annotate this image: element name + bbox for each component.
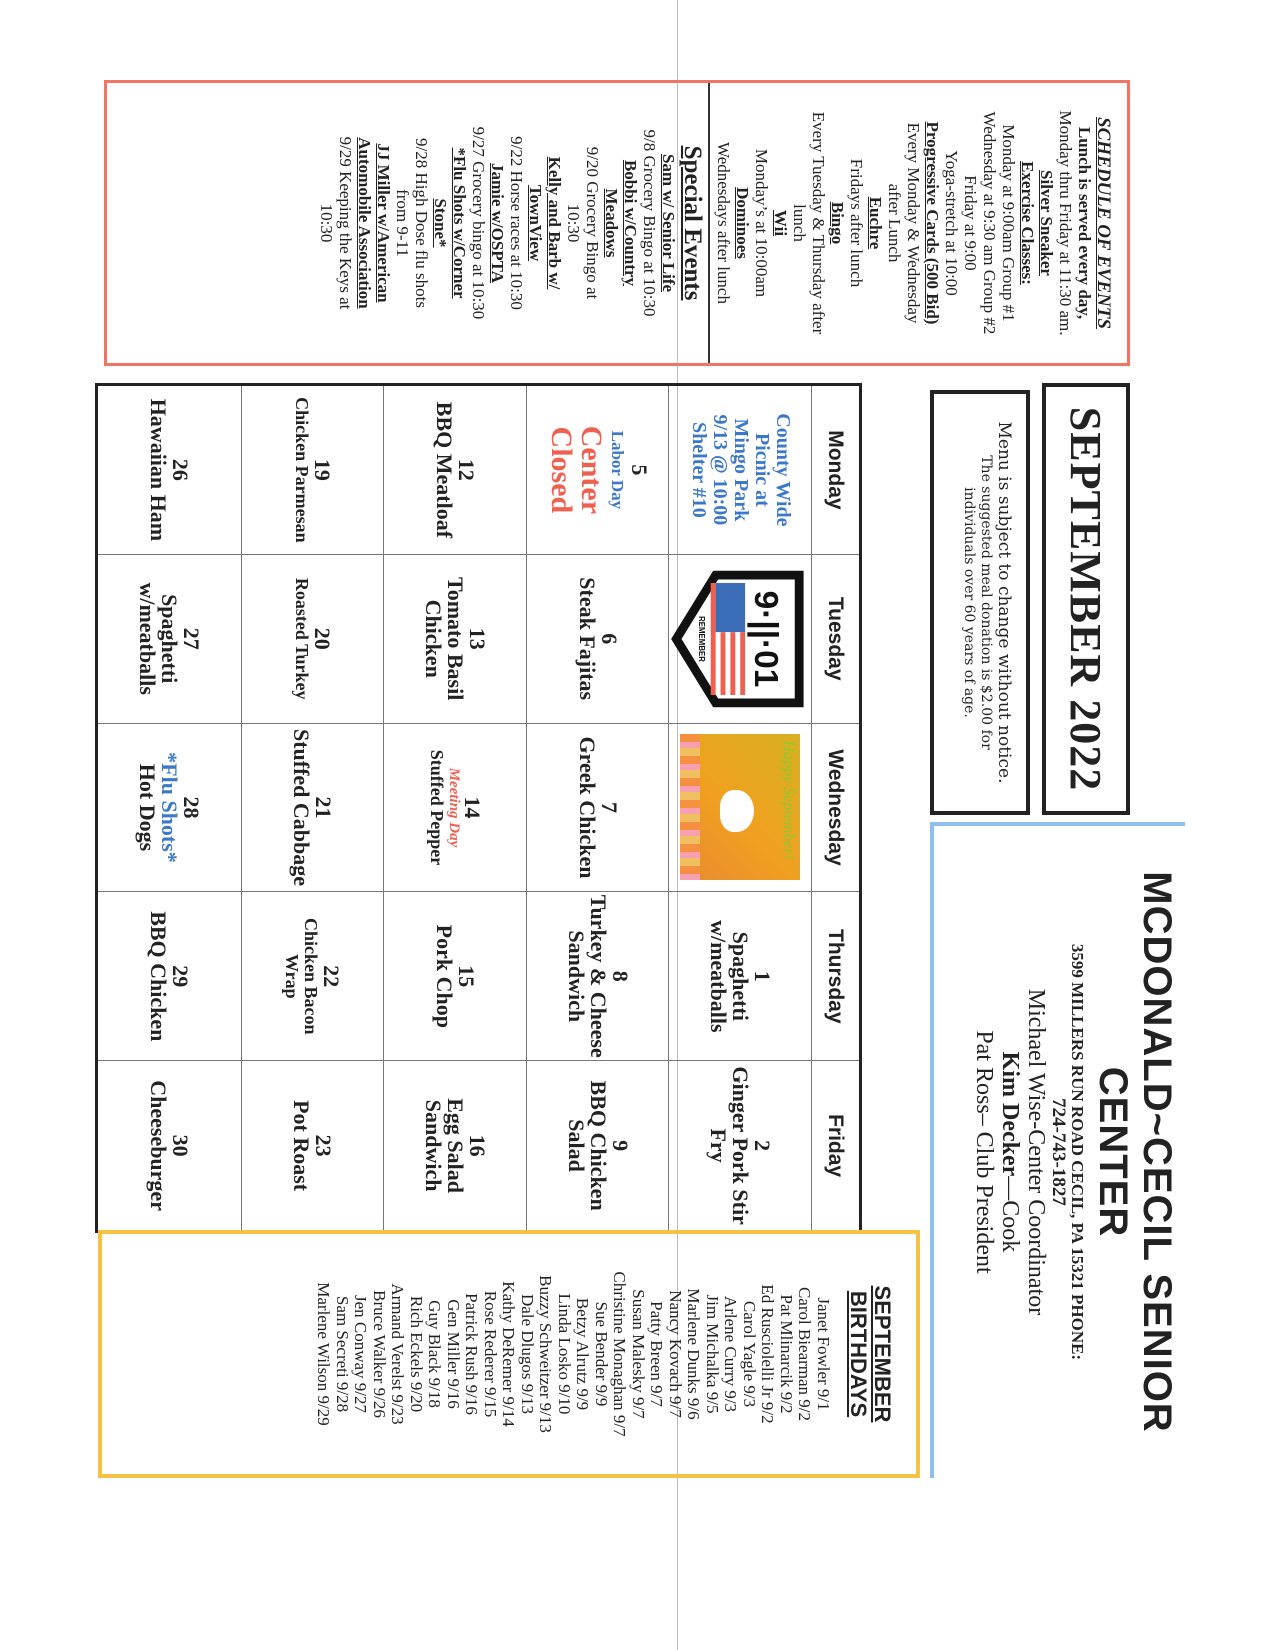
calendar-day-8 — [526, 892, 669, 1061]
birthday-item: Arlene Curry 9/3 — [721, 1295, 741, 1413]
event-host: Meadows — [602, 188, 621, 258]
event-host: Jamie w/OSPTA — [488, 162, 507, 284]
meal: Stuffed Pepper — [427, 749, 448, 866]
center-info-box — [930, 822, 1185, 1478]
happy-september-text: Happy September! — [780, 740, 798, 860]
birthday-item: Carol Yagle 9/3 — [740, 1300, 759, 1408]
menu-note-box — [930, 390, 1030, 815]
calendar-day-29 — [98, 892, 241, 1061]
exercise-line: Wednesday at 9:30 am Group #2 — [980, 111, 999, 335]
day-number: 8 — [607, 970, 633, 982]
month-title: SEPTEMBER 2022 — [1061, 406, 1111, 792]
meal: Steak Fajitas — [574, 577, 600, 701]
calendar-day-1 — [668, 892, 811, 1061]
event-details: 9/28 High Dose flu shots — [412, 138, 431, 308]
birthday-item: Janet Fowler 9/1 — [814, 1297, 833, 1411]
day-number: 9 — [607, 1140, 633, 1152]
event-details: 9/29 Keeping the Keys at — [336, 136, 355, 310]
event-item — [564, 89, 640, 357]
meal: Cheeseburger — [146, 1080, 172, 1211]
birthday-item: Armand Verelst 9/23 — [388, 1283, 408, 1425]
calendar-day-22 — [241, 892, 384, 1061]
progressive-line: after Lunch — [885, 183, 904, 263]
day-number: 21 — [311, 796, 337, 819]
remember-911-icon — [671, 564, 809, 714]
event-item — [317, 89, 393, 357]
birthday-item: Jen Conway 9/27 — [351, 1294, 371, 1414]
day-number: 7 — [596, 801, 622, 813]
weekday-header: Wednesday — [811, 724, 859, 893]
day-number: 6 — [596, 633, 622, 645]
meal: Roasted Turkey — [291, 577, 312, 700]
day-number: 12 — [454, 458, 480, 481]
event-host: *Flu Shots w/Corner — [450, 147, 469, 299]
picnic-line: Picnic at — [750, 432, 773, 507]
birthday-item: Susan Malesky 9/7 — [629, 1289, 648, 1419]
day-number: 20 — [309, 627, 335, 650]
meeting-day-label: Meeting Day — [446, 767, 463, 848]
event-host: Stone* — [431, 198, 450, 248]
schedule-of-events — [104, 80, 1130, 366]
event-host: Sam w/ Senior Life — [659, 153, 678, 293]
menu-note-line: individuals over 60 years of age. — [961, 487, 977, 718]
lunch-time: Monday thru Friday at 11:30 am. — [1056, 110, 1075, 336]
meal: Hot Dogs — [135, 763, 161, 852]
birthday-item: Marlene Wilson 9/29 — [314, 1282, 334, 1426]
day-number: 2 — [750, 1140, 776, 1152]
dominoes-title: Dominoes — [733, 187, 752, 259]
calendar-cell-happy-september — [668, 724, 811, 893]
picnic-line: Shelter #10 — [687, 422, 710, 518]
euchre-title: Euchre — [866, 196, 885, 250]
wii-title: Wii — [771, 209, 790, 237]
birthdays-heading: BIRTHDAYS — [846, 1290, 871, 1418]
birthday-item: Rose Rederer 9/15 — [481, 1290, 500, 1418]
birthday-item: Carol Biearman 9/2 — [795, 1286, 815, 1422]
event-details: 9/22 Horse races at 10:30 — [507, 136, 526, 310]
birthday-item: Bruce Walker 9/26 — [370, 1290, 389, 1418]
meal: Chicken Bacon Wrap — [282, 918, 322, 1035]
calendar-day-28 — [98, 724, 241, 893]
weekday-header: Tuesday — [811, 555, 859, 724]
weekday-header: Thursday — [811, 892, 859, 1061]
event-item — [393, 89, 469, 357]
event-host: TownView — [526, 184, 545, 262]
birthday-item: Patty Breen 9/7 — [647, 1301, 667, 1407]
calendar-day-26 — [98, 386, 241, 555]
calendar-cell-picnic — [668, 386, 811, 555]
staff-line — [1023, 826, 1049, 1478]
holiday-label: Labor Day — [607, 430, 627, 510]
calendar-day-20 — [241, 555, 384, 724]
event-details: from 9-11 — [393, 189, 412, 257]
meal: Tomato Basil Chicken — [421, 577, 469, 701]
menu-note-line: The suggested meal donation is $2.00 for — [978, 455, 994, 750]
event-details: 9/20 Grocery Bingo at — [583, 146, 602, 300]
event-item — [640, 89, 678, 357]
birthday-item: Kathy DeRemer 9/14 — [499, 1281, 519, 1427]
exercise-line: Monday at 9:00am Group #1 — [999, 124, 1018, 322]
birthday-list — [314, 1234, 832, 1474]
event-item — [507, 89, 564, 357]
event-host: Automobile Association — [355, 137, 374, 309]
event-details: 9/8 Grocery Bingo at 10:30 — [640, 129, 659, 317]
meal: BBQ Chicken — [146, 911, 172, 1042]
day-number: 19 — [309, 458, 335, 481]
meal: Pot Roast — [289, 1100, 315, 1192]
exercise-classes-title: Exercise Classes: — [1018, 161, 1037, 285]
birthday-item: Ed Rusciolelli Jr 9/2 — [758, 1284, 778, 1424]
birthday-item: Sue Bender 9/9 — [592, 1301, 611, 1407]
center-name: CENTER — [1091, 1066, 1135, 1238]
calendar-day-16 — [383, 1061, 526, 1230]
birthday-item: Gen Miller 9/16 — [444, 1299, 463, 1409]
day-number: 15 — [454, 965, 480, 988]
meal: Pork Chop — [432, 924, 458, 1028]
event-details: 9/27 Grocery bingo at 10:30 — [469, 126, 488, 320]
meal: BBQ Meatloaf — [432, 401, 458, 539]
day-number: 30 — [168, 1134, 194, 1157]
staff-line — [997, 826, 1023, 1478]
calendar-day-21 — [241, 724, 384, 893]
center-phone: 724-743-1827 — [1048, 1098, 1069, 1206]
birthday-item: Christine Monaghan 9/7 — [610, 1271, 630, 1437]
event-host: JJ Miller w/American — [374, 143, 393, 303]
silver-sneaker-title: Silver Sneaker — [1037, 170, 1056, 276]
calendar-day-27 — [98, 555, 241, 724]
calendar-day-15 — [383, 892, 526, 1061]
event-host: Kelly and Barb w/ — [545, 156, 564, 290]
event-details: 10:30 — [317, 203, 336, 243]
calendar-day-12 — [383, 386, 526, 555]
staff-name: Michael Wise — [1023, 988, 1049, 1122]
meal: Spaghetti w/meatballs — [706, 920, 754, 1033]
euchre-line: Fridays after lunch — [847, 158, 866, 288]
bingo-line: Every Tuesday & Thursday after — [809, 111, 828, 335]
day-number: 29 — [168, 965, 194, 988]
birthday-item: Dale Dlugos 9/13 — [518, 1294, 537, 1414]
progressive-line: Every Monday & Wednesday — [904, 122, 923, 324]
center-name: MCDONALD~CECIL SENIOR — [1135, 871, 1179, 1433]
bingo-line: lunch — [790, 204, 809, 242]
lunch-info: Lunch is served every day, — [1075, 126, 1094, 320]
staff-role: – Club President — [971, 1113, 997, 1274]
birthday-item: Linda Losko 9/10 — [555, 1293, 574, 1415]
birthday-item: Guy Black 9/18 — [425, 1300, 445, 1408]
calendar-cell-remember — [668, 555, 811, 724]
meal: BBQ Chicken Salad — [563, 1080, 611, 1211]
birthday-item: Rich Eckels 9/20 — [407, 1295, 426, 1413]
staff-role: -Center Coordinator — [1023, 1121, 1049, 1316]
meal: Egg Salad Sandwich — [421, 1098, 469, 1193]
autumn-leaves — [680, 734, 700, 880]
day-number: 13 — [465, 627, 491, 650]
staff-name: Kim Decker — [997, 1051, 1023, 1177]
staff-role: —Cook — [997, 1176, 1023, 1253]
picnic-line: 9/13 @ 10:00 — [708, 414, 731, 526]
weekday-header: Monday — [811, 386, 859, 555]
day-number: 14 — [460, 796, 486, 819]
center-closed-label: Center Closed — [544, 425, 608, 515]
exercise-line: Friday at 9:00 — [961, 175, 980, 271]
calendar-day-23 — [241, 1061, 384, 1230]
special-events-title: Special Events — [679, 145, 706, 301]
day-number: 26 — [168, 458, 194, 481]
day-number: 23 — [311, 1134, 337, 1157]
birthdays-box — [98, 1230, 920, 1478]
birthday-item: Sam Secreti 9/28 — [333, 1295, 352, 1413]
calendar-day-19 — [241, 386, 384, 555]
birthday-item: Betzy Alrutz 9/9 — [573, 1297, 593, 1411]
snoopy-icon — [720, 790, 754, 832]
exercise-line: Yoga-stretch at 10:00 — [942, 150, 961, 296]
picnic-line: County Wide — [771, 413, 794, 527]
day-number: 1 — [750, 970, 776, 982]
calendar-day-9 — [526, 1061, 669, 1230]
center-address: 3599 MILLERS RUN ROAD CECIL, PA 15321 PHONE: — [1068, 943, 1087, 1361]
day-number: 5 — [626, 464, 652, 476]
birthday-item: Pat Mlinarcik 9/2 — [777, 1294, 796, 1414]
happy-september-illustration — [680, 734, 800, 880]
calendar-day-2 — [668, 1061, 811, 1230]
meal: Stuffed Cabbage — [289, 728, 315, 887]
svg-text:REMEMBER: REMEMBER — [696, 615, 706, 662]
birthday-item: Buzzy Schweitzer 9/13 — [536, 1275, 556, 1433]
bingo-title: Bingo — [828, 201, 847, 245]
calendar-day-5 — [526, 386, 669, 555]
calendar-day-13 — [383, 555, 526, 724]
calendar-day-6 — [526, 555, 669, 724]
day-number: 28 — [179, 796, 205, 819]
month-title-box — [1042, 383, 1130, 815]
meal: Turkey & Cheese Sandwich — [563, 894, 611, 1058]
weekday-header: Friday — [811, 1061, 859, 1230]
section-divider — [708, 83, 710, 363]
staff-line — [971, 826, 997, 1478]
meal: Greek Chicken — [574, 736, 600, 879]
birthday-item: Marlene Dunks 9/6 — [684, 1288, 704, 1420]
calendar-day-30 — [98, 1061, 241, 1230]
birthday-item: Jim Michalka 9/5 — [703, 1294, 722, 1414]
flu-shots-label: *Flu Shots* — [157, 752, 183, 863]
calendar-day-7 — [526, 724, 669, 893]
picnic-line: Mingo Park — [729, 418, 752, 522]
meal: Ginger Pork Stir Fry — [706, 1066, 754, 1225]
calendar-day-14 — [383, 724, 526, 893]
event-item — [469, 89, 507, 357]
menu-calendar — [95, 383, 862, 1233]
day-number: 16 — [465, 1134, 491, 1157]
staff-name: Pat Ross — [971, 1030, 997, 1114]
meal: Hawaiian Ham — [146, 398, 172, 542]
event-host: Bobbi w/Country — [621, 159, 640, 287]
schedule-heading: SCHEDULE OF EVENTS — [1093, 117, 1114, 329]
progressive-cards-title: Progressive Cards (500 Bid) — [923, 121, 942, 325]
svg-text:9·||·01: 9·||·01 — [746, 590, 784, 688]
day-number: 27 — [179, 627, 205, 650]
menu-note-line: Menu is subject to change without notice. — [994, 421, 1014, 784]
birthday-item: Nancy Kovach 9/7 — [666, 1290, 685, 1418]
day-number: 22 — [319, 965, 345, 988]
wii-line: Monday’s at 10:00am — [752, 148, 771, 298]
dominoes-line: Wednesdays after lunch — [714, 142, 733, 304]
birthday-item: Patrick Rush 9/16 — [462, 1293, 482, 1415]
meal: Spaghetti w/meatballs — [135, 582, 183, 695]
birthdays-heading: SEPTEMBER — [870, 1285, 895, 1423]
event-details: 10:30 — [564, 203, 583, 243]
meal: Chicken Parmesan — [291, 397, 312, 543]
